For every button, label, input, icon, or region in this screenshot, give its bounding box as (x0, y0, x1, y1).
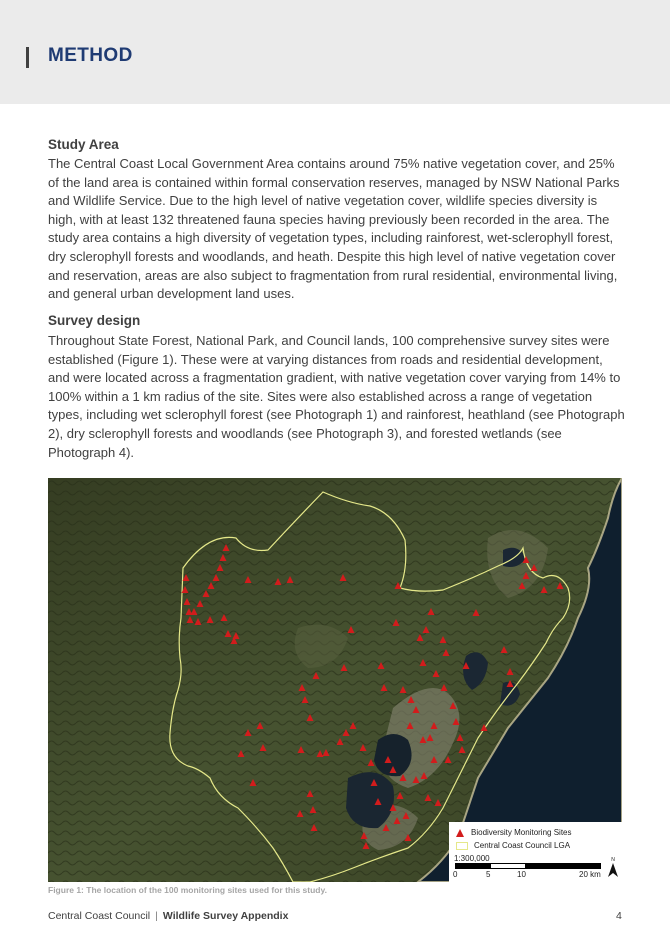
scale-bar (455, 863, 601, 868)
legend-sites-label: Biodiversity Monitoring Sites (471, 828, 572, 837)
legend-sites-row (456, 828, 571, 837)
page-number: 4 (616, 910, 622, 922)
north-arrow-icon (607, 856, 619, 878)
footer (48, 910, 288, 922)
triangle-marker-icon (456, 829, 464, 837)
footer-separator: | (155, 910, 158, 922)
scale-tick-0: 0 (453, 870, 458, 879)
map-scale-ratio: 1:300,000 (454, 854, 490, 863)
footer-doc-title: Wildlife Survey Appendix (162, 910, 289, 922)
figure-caption: Figure 1: The location of the 100 monitoring sites used for this study. (48, 885, 327, 895)
boundary-swatch-icon (456, 842, 468, 850)
legend-lga-row (456, 841, 570, 850)
legend-lga-label: Central Coast Council LGA (474, 841, 571, 850)
scale-tick-5: 5 (486, 870, 491, 879)
study-area-heading: Study Area (48, 137, 119, 152)
scale-tick-20: 20 km (579, 870, 601, 879)
header-accent-bar (26, 47, 29, 68)
page-title: METHOD (48, 45, 133, 66)
footer-org: Central Coast Council (48, 910, 151, 922)
study-area-text: The Central Coast Local Government Area contains around 75% native vegetation cover, and 25% of the land area is contained within formal conservation reserves, managed by NSW National Parks and Wildlife Service. Due to the high level of native vegetation cover, wildlife species diversity is high, with at least 132 threatened fauna species having previously been recorded in the area. The study area contains a high diversity of vegetation types, including rainforest, wet-sclerophyll forest, dry sclerophyll forests and woodlands, and heath. Despite this high level of native vegetation cover and reservation, areas are also subject to fragmentation from rural residential, environmental living, and general urban development land uses. (48, 156, 620, 302)
survey-design-heading: Survey design (48, 313, 141, 328)
survey-design-text: Throughout State Forest, National Park, and Council lands, 100 comprehensive survey sites were established (Figure 1). These were at varying distances from roads and residential development, and were located across a fragmentation gradient, with native vegetation cover varying from 14% to 100% within a 1 km radius of the site. Sites were also established across a range of vegetation types, including wet sclerophyll forest (see Photograph 1) and rainforest, heathland (see Photograph 2), dry sclerophyll forests and woodlands (see Photograph 3), and forested wetlands (see Photograph 4). (48, 333, 625, 460)
scale-tick-10: 10 (517, 870, 526, 879)
north-label: N (611, 857, 615, 863)
map-legend (449, 822, 622, 882)
